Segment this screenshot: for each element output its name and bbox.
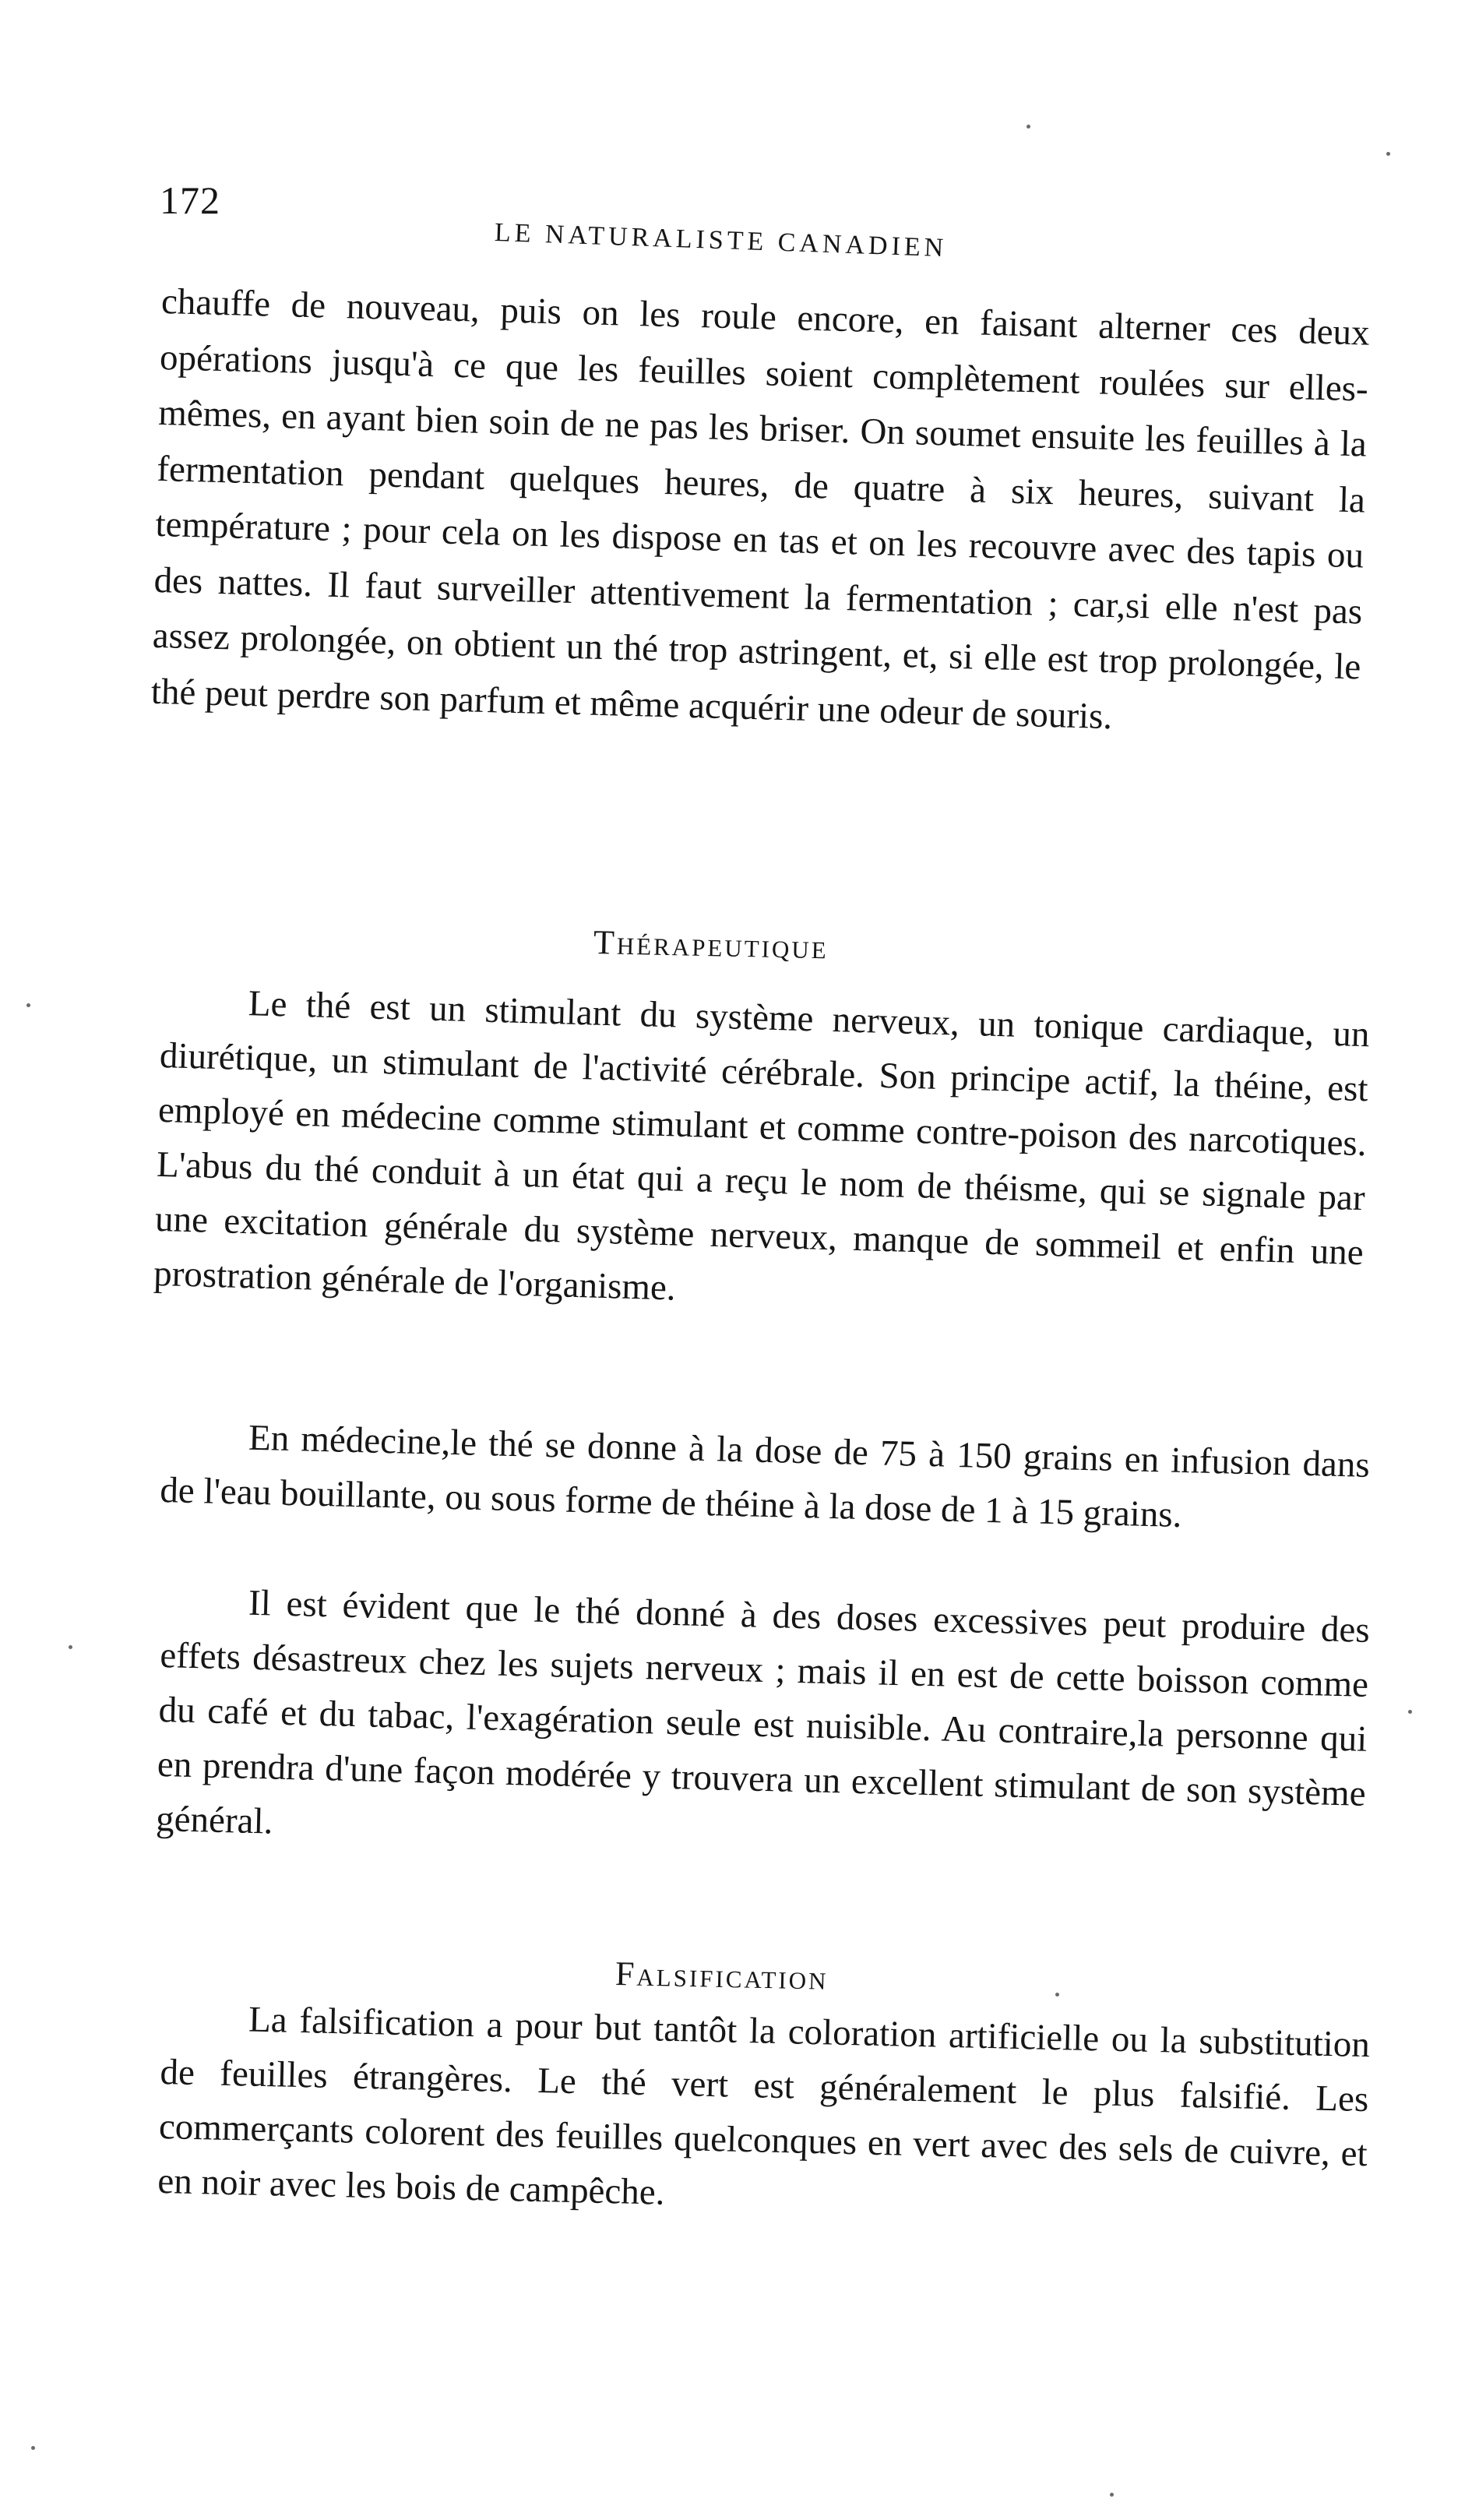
section-heading-falsification: Falsification [614, 1954, 829, 1997]
scan-speck [1026, 125, 1030, 129]
page-number: 172 [160, 178, 220, 222]
paragraph-stimulant: Le thé est un stimulant du système nerveux, un tonique cardiaque, un diurétique, un stimulant de l'activité cérébrale. Son principe actif, la théine, est employé en médecine comme stimulant et comme contre-poison des narcotiques. L'abus du thé conduit à un état qui a reçu le nom de théisme, qui se signale par une excitation générale du système nerveux, manque de sommeil et enfin une prostration générale de l'organisme. [153, 983, 1371, 1309]
paragraph-tea-rolling: chauffe de nouveau, puis on les roule encore, en faisant alterner ces deux opérations jusqu'à ce que les feuilles soient complètement roulées sur elles-mêmes, en ayant bien soin de ne pas les briser. On soumet ensuite les feuilles à la fermentation pendant quelques heures, de quatre à six heures, suivant la température ; pour cela on les dispose en tas et on les recouvre avec des tapis ou des nattes. Il faut surveiller attentivement la fermentation ; car,si elle n'est pas assez prolongée, on obtient un thé trop astringent, et, si elle est trop prolongée, le thé peut perdre son parfum et même acquérir une odeur de souris. [150, 280, 1371, 737]
paragraph-dose: En médecine,le thé se donne à la dose de 75 à 150 grains en infusion dans de l'eau bouillante, ou sous forme de théine à la dose de 1 à 15 grains. [159, 1417, 1371, 1536]
scan-speck [31, 2446, 35, 2450]
scan-speck [1386, 152, 1390, 156]
paragraph-falsification: La falsification a pour but tantôt la coloration artificielle ou la substitution de feuilles étrangères. Le thé vert est généralement le plus falsifié. Les commerçants colorent des feuilles quelconques en vert avec des sels de cuivre, et en noir avec les bois de campêche. [157, 1999, 1371, 2213]
scan-speck [1408, 1710, 1412, 1714]
scan-speck [26, 1003, 30, 1007]
running-head: LE NATURALISTE CANADIEN [494, 218, 948, 263]
scan-speck [1110, 2493, 1114, 2497]
scan-speck [69, 1645, 72, 1649]
section-heading-therapeutique: Thérapeutique [593, 923, 829, 967]
paragraph-excess: Il est évident que le thé donné à des doses excessives peut produire des effets désastreux chez les sujets nerveux ; mais il en est de cette boisson comme du café et du tabac, l'exagération seule est nuisible. Au contraire,la personne qui en prendra d'une façon modérée y trouvera un excellent stimulant de son système général. [155, 1582, 1371, 1842]
scan-speck [1055, 1993, 1059, 1997]
